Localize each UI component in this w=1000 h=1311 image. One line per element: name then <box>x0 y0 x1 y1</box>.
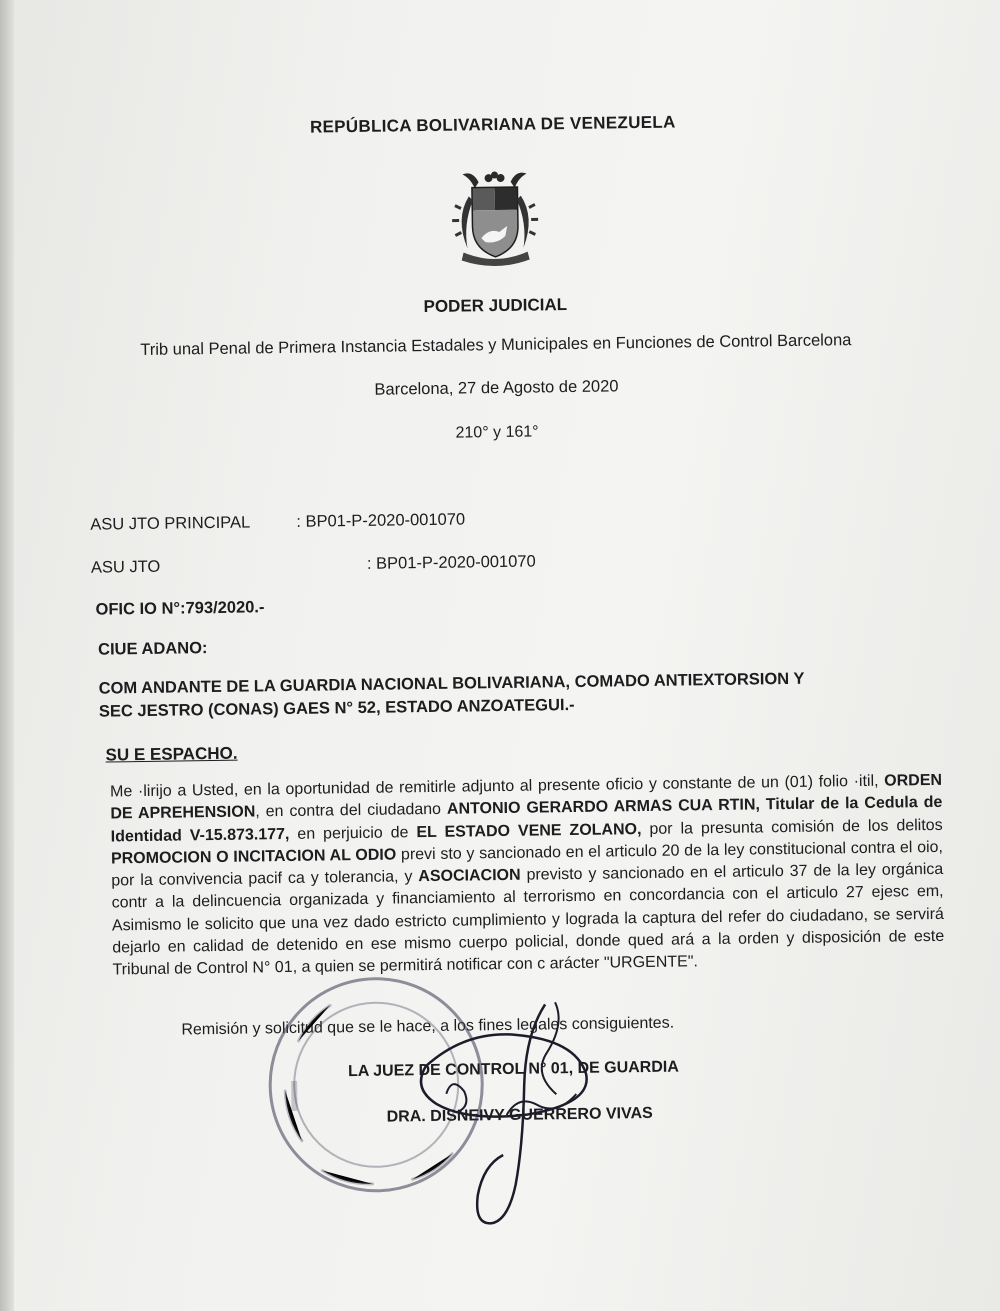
letter-body <box>110 770 945 982</box>
body-text-4: por la presunta comisión de los delitos <box>641 816 943 838</box>
asunto-value: : BP01-P-2020-001070 <box>366 552 536 573</box>
asunto-label: ASU JTO <box>90 557 161 577</box>
salutation: CIUE ADANO: <box>97 639 208 659</box>
body-text-5: previ sto y sancionado en el articulo 20 de la ley constitucional contra el oio, por la convivencia pacif ca y tolerancia, y <box>111 838 944 890</box>
su-despacho-heading: SU E ESPACHO. <box>105 743 238 765</box>
asunto-principal-label: ASU JTO PRINCIPAL <box>90 513 251 534</box>
order-type: ORDEN DE APREHENSION <box>110 771 943 823</box>
institution-heading: PODER JUDICIAL <box>423 295 568 317</box>
independence-years: 210° y 161° <box>455 423 539 442</box>
crime-1: PROMOCION O INCITACION AL ODIO <box>110 846 397 868</box>
body-text-1: Me ·lirijo a Usted, en la oportunidad de remitirle adjunto al presente oficio y constante de un (01) folio ·itil, <box>109 772 885 801</box>
judge-name: DRA. DISNEIVY GUERRERO VIVAS <box>386 1104 653 1126</box>
judge-title: LA JUEZ DE CONTROL N° 01, DE GUARDIA <box>347 1058 679 1081</box>
venezuela-coat-of-arms-icon <box>448 167 541 268</box>
recipient-line-2: SEC JESTRO (CONAS) GAES N° 52, ESTADO ANZOATEGUI.- <box>98 695 575 721</box>
victim-party: EL ESTADO VENE ZOLANO, <box>416 820 642 841</box>
country-heading: REPÚBLICA BOLIVARIANA DE VENEZUELA <box>309 112 676 137</box>
body-text-6: previsto y sancionado en el articulo 37 de la ley orgánica contr a la delincuencia organizada y financiamiento al terrorismo en concordancia con el articulo 27 ejesc em, Asimismo le solicito que una vez dado estricto cumplimiento y lograda la captura del refer do ciudadano, se servirá dejarlo en calidad de detenido en ese mismo cuerpo policial, donde qued ará a la orden y disposición de este Tribunal de Control N° 01, a quien se permitirá notificar con c arácter "URGENTE". <box>111 861 945 979</box>
tribunal-name: Trib unal Penal de Primera Instancia Estadales y Municipales en Funciones de Control Barcelona <box>140 331 852 359</box>
body-text-3: en perjuicio de <box>289 823 417 843</box>
recipient-line-1: COM ANDANTE DE LA GUARDIA NACIONAL BOLIVARIANA, COMADO ANTIEXTORSION Y <box>98 669 805 698</box>
asunto-principal-value: : BP01-P-2020-001070 <box>296 510 466 531</box>
oficio-number: OFIC IO N°:793/2020.- <box>95 598 265 619</box>
closing-remision: Remisión y solicitud que se le hace, a los fines legales consiguientes. <box>181 1014 675 1039</box>
subject-name-id: ANTONIO GERARDO ARMAS CUA RTIN, Titular de la Cedula de Identidad V-15.873.177, <box>110 794 943 846</box>
date-line: Barcelona, 27 de Agosto de 2020 <box>374 377 619 399</box>
crime-2: ASOCIACION <box>418 866 521 886</box>
handwritten-signature-icon <box>405 993 628 1236</box>
body-text-2: , en contra del ciudadano <box>255 801 448 821</box>
